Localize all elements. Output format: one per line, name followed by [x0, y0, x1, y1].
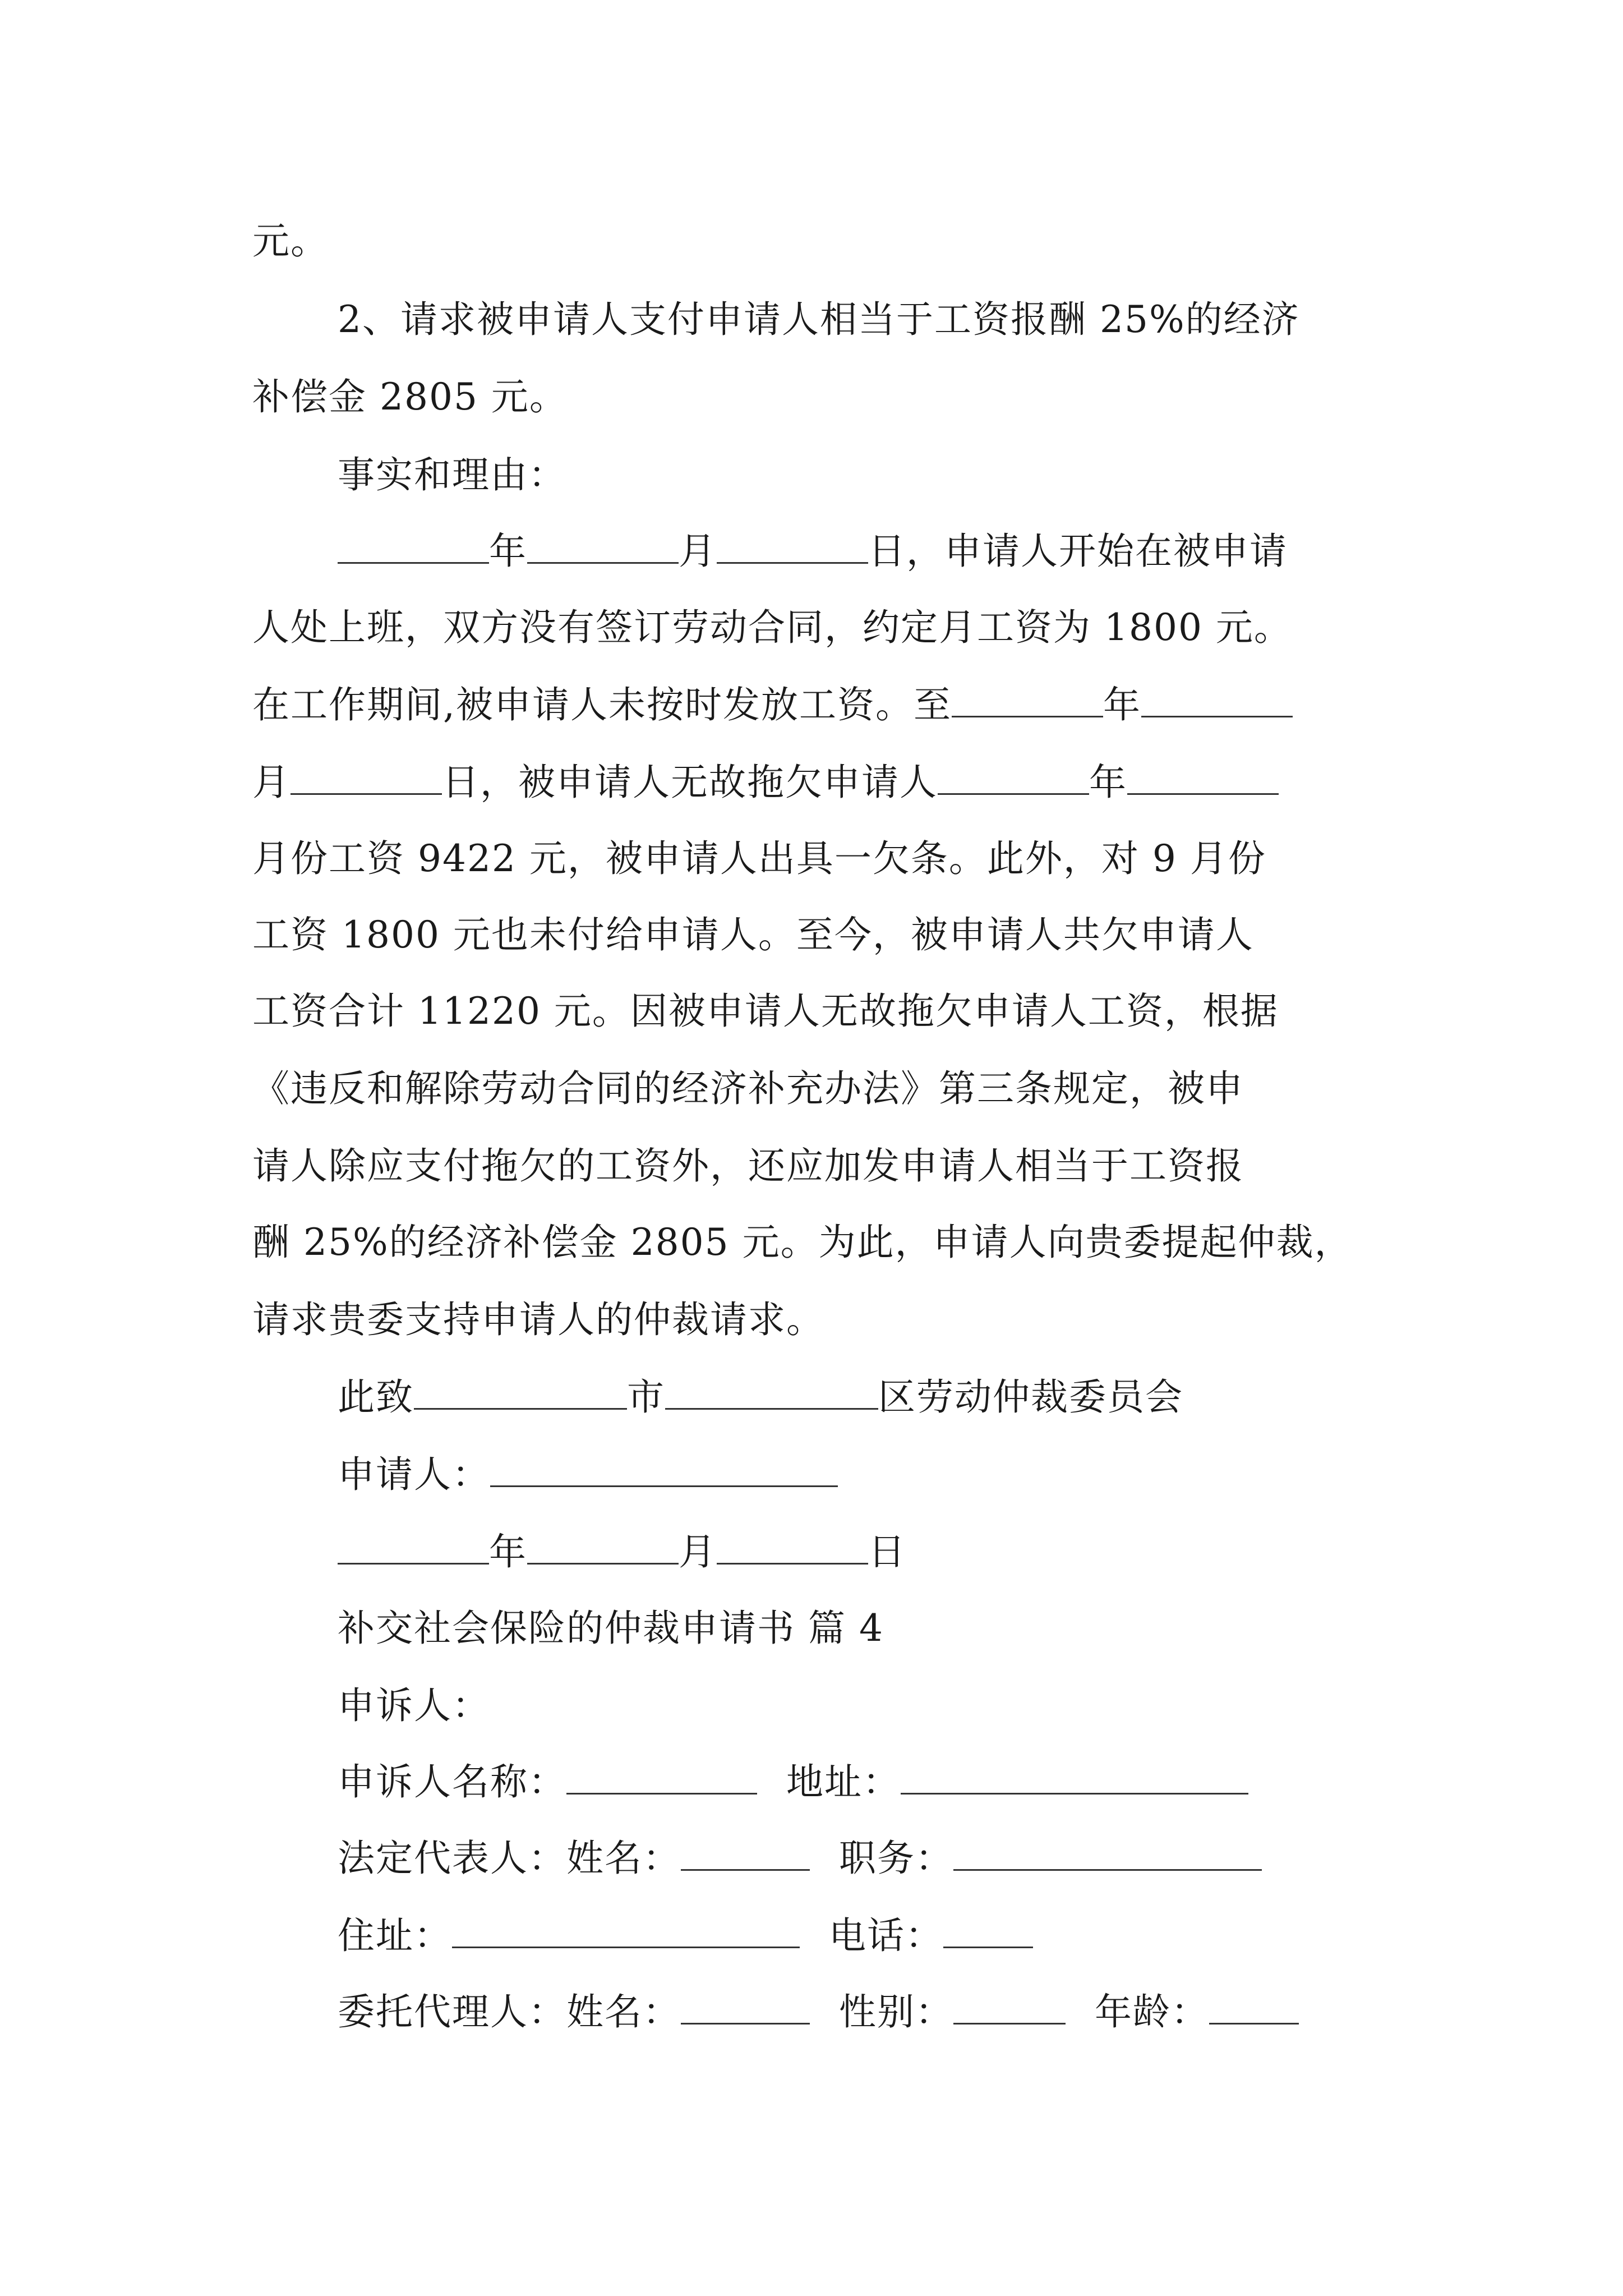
label-address: 地址：: [786, 1760, 901, 1803]
address-phone: [338, 1911, 1033, 1961]
blank-month: [1127, 758, 1279, 795]
blank-year: [938, 758, 1089, 795]
blank-rep-name: [681, 1834, 810, 1871]
label-sex: 性别：: [839, 1990, 953, 2033]
blank-age: [1209, 1988, 1299, 2024]
blank-title: [953, 1834, 1262, 1871]
date-line: [338, 1527, 906, 1577]
blank-residence: [452, 1912, 800, 1948]
blank-month: [527, 527, 679, 564]
label-day: 日: [868, 1530, 906, 1573]
text-line-7: [252, 680, 1293, 730]
text-line-15: 请求贵委支持申请人的仲裁请求。: [252, 1298, 824, 1341]
blank-year: [338, 1528, 489, 1565]
text-line-8: [252, 757, 1279, 808]
blank-agent-name: [681, 1988, 810, 2024]
label-phone: 电话：: [829, 1914, 943, 1957]
text-line-9: 月份工资 9422 元，被申请人出具一欠条。此外，对 9 月份: [252, 837, 1266, 880]
label-month: 月: [252, 761, 291, 804]
blank-address: [901, 1758, 1248, 1795]
label-month: 月: [679, 1530, 717, 1573]
label-name: 申诉人名称：: [338, 1760, 566, 1803]
blank-day: [717, 1528, 868, 1565]
blank-name: [566, 1758, 757, 1795]
blank-sex: [953, 1988, 1066, 2024]
text-line-5: [338, 526, 1288, 577]
blank-year: [952, 681, 1103, 717]
text-tail: 区劳动仲裁委员会: [878, 1375, 1183, 1419]
blank-year: [338, 527, 489, 564]
label-year: 年: [1103, 683, 1141, 726]
agent-info: [338, 1987, 1299, 2037]
text-line-14: 酬 25%的经济补偿金 2805 元。为此，申请人向贵委提起仲裁，: [252, 1221, 1353, 1264]
label-age: 年龄：: [1095, 1990, 1209, 2033]
label-year: 年: [489, 1530, 527, 1573]
applicant-signature: [338, 1450, 838, 1500]
label-city: 市: [627, 1375, 665, 1419]
complainant-name-address: [338, 1757, 1248, 1807]
text-line-6: 人处上班，双方没有签订劳动合同，约定月工资为 1800 元。: [252, 606, 1292, 649]
closing-addressee: [338, 1372, 1183, 1423]
section-heading-facts: 事实和理由：: [338, 453, 566, 496]
label-month: 月: [679, 530, 717, 573]
text-head: 在工作期间,被申请人未按时发放工资。至: [252, 683, 952, 726]
text-line-11: 工资合计 11220 元。因被申请人无故拖欠申请人工资，根据: [252, 990, 1279, 1033]
blank-day: [291, 758, 442, 795]
section-title: 补交社会保险的仲裁申请书 篇 4: [338, 1607, 884, 1650]
label-year: 年: [1089, 761, 1127, 804]
blank-district: [665, 1373, 878, 1410]
text-line-2: 2、请求被申请人支付申请人相当于工资报酬 25%的经济: [338, 298, 1300, 341]
blank-month: [527, 1528, 679, 1565]
blank-day: [717, 527, 868, 564]
label-applicant: 申请人：: [338, 1453, 490, 1496]
text-head: 此致: [338, 1375, 414, 1419]
blank-applicant: [490, 1451, 838, 1487]
label-agent-name: 委托代理人：姓名：: [338, 1990, 681, 2033]
blank-month: [1141, 681, 1293, 717]
text-line-3: 补偿金 2805 元。: [252, 375, 568, 418]
blank-phone: [943, 1912, 1033, 1948]
text-mid: 日，被申请人无故拖欠申请人: [442, 761, 938, 804]
legal-representative: [338, 1833, 1262, 1884]
label-rep-name: 法定代表人：姓名：: [338, 1837, 681, 1880]
label-year: 年: [489, 530, 527, 573]
text-line-1: 元。: [252, 219, 329, 263]
blank-city: [414, 1373, 627, 1410]
label-residence: 住址：: [338, 1914, 452, 1957]
text-tail: 日，申请人开始在被申请: [868, 530, 1288, 573]
label-complainant: 申诉人：: [338, 1684, 490, 1727]
text-line-12: 《违反和解除劳动合同的经济补充办法》第三条规定，被申: [252, 1067, 1244, 1110]
text-line-13: 请人除应支付拖欠的工资外，还应加发申请人相当于工资报: [252, 1144, 1244, 1188]
text-line-10: 工资 1800 元也未付给申请人。至今，被申请人共欠申请人: [252, 913, 1254, 956]
label-title: 职务：: [839, 1837, 953, 1880]
